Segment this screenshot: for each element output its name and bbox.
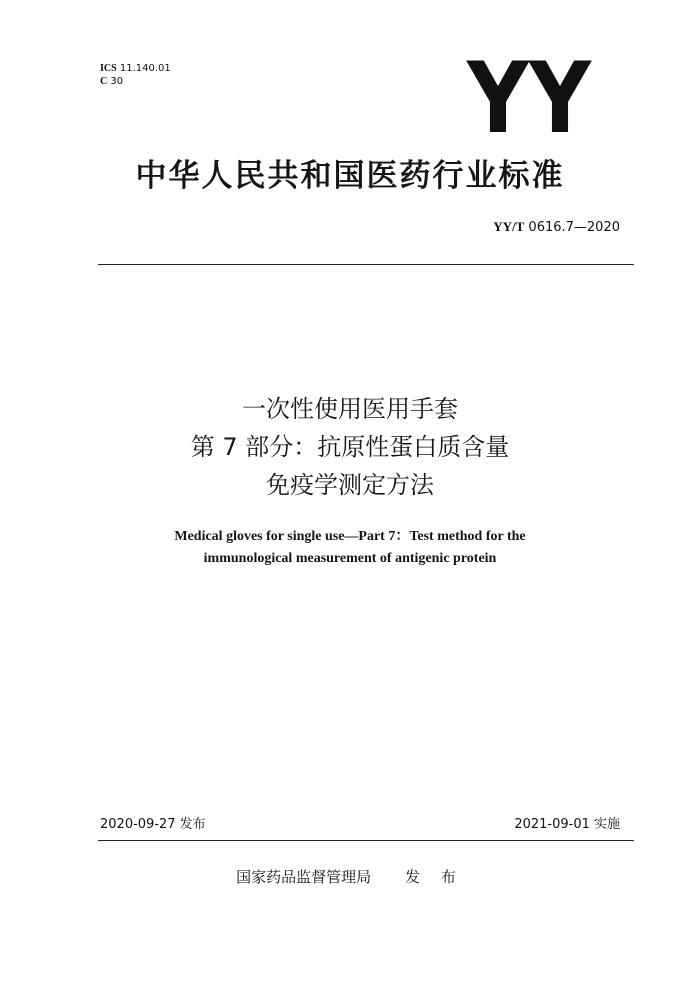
- standard-number: [493, 218, 620, 237]
- ccs-code: 30: [110, 76, 124, 87]
- english-title-line-1: Medical gloves for single use—Part 7：Test method for the: [174, 529, 526, 544]
- ics-line: [100, 62, 171, 75]
- standard-category: 中华人民共和国医药行业标准: [135, 158, 565, 194]
- chinese-title: [0, 390, 700, 504]
- yy-logo-text: YY: [466, 42, 592, 156]
- ccs-line: [100, 75, 171, 88]
- issue-date: 2020-09-27 发布: [100, 817, 206, 832]
- bottom-divider: [98, 840, 634, 841]
- standard-number-prefix: YY/T: [493, 219, 525, 234]
- ccs-label: C: [100, 76, 108, 87]
- ics-label: ICS: [100, 63, 117, 74]
- yy-logo-mark: [466, 42, 592, 156]
- chinese-title-line-2: 第 7 部分：抗原性蛋白质含量: [190, 433, 510, 461]
- top-divider: [98, 264, 634, 265]
- english-title-line-2: immunological measurement of antigenic protein: [203, 551, 497, 566]
- ics-code: 11.140.01: [119, 63, 171, 74]
- effective-date: 2021-09-01 实施: [514, 817, 620, 832]
- chinese-title-line-3: 免疫学测定方法: [266, 471, 434, 499]
- publisher-action: 发 布: [405, 868, 464, 886]
- classification-codes: [100, 62, 171, 88]
- yy-logo: [466, 42, 592, 156]
- chinese-title-line-1: 一次性使用医用手套: [242, 395, 458, 423]
- english-title: [0, 526, 700, 570]
- standard-number-value: 0616.7—2020: [528, 220, 620, 235]
- publisher: [0, 866, 700, 888]
- publisher-name: 国家药品监督管理局: [236, 868, 372, 886]
